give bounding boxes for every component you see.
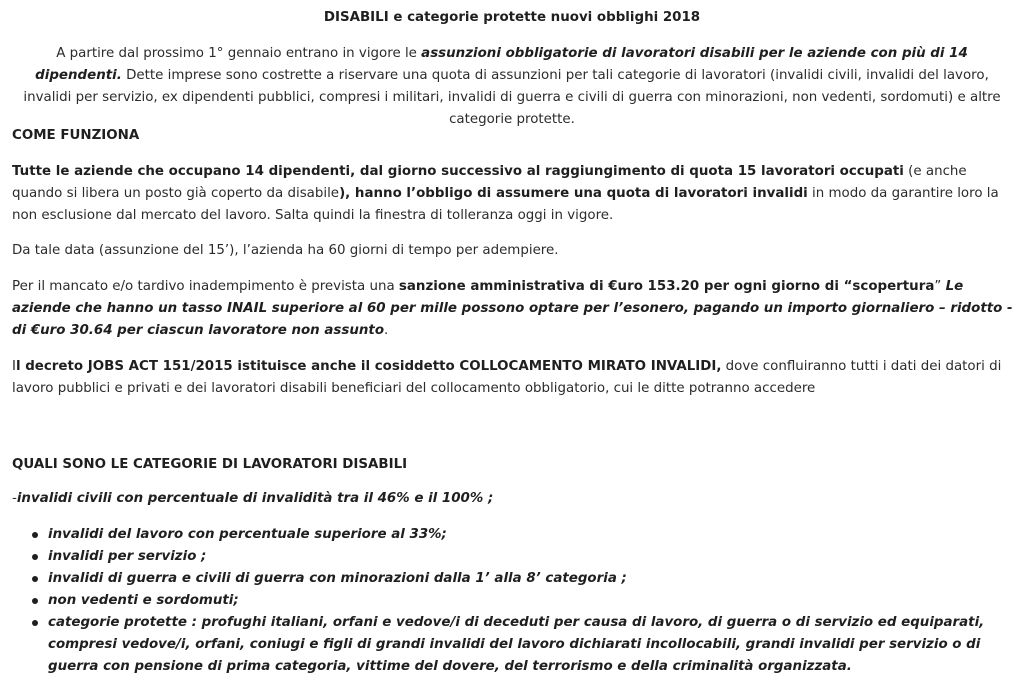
categories-list [12, 524, 1020, 678]
p3-text-d: Le aziende che hanno un tasso INAIL superiore al 60 per mille possono optare per l’esonero, pagando un importo giornaliero – ridotto - di €uro 30.64 per ciascun lavoratore non assunto [12, 279, 1013, 338]
intro-text-c: Dette imprese sono costrette a riservare una quota di assunzioni per tali categorie di lavoratori (invalidi civili, invalidi del lavoro, invalidi per servizio, ex dipendenti pubblici, compresi i militari, invalidi di guerra e civili di guerra con minorazioni, non vedenti, sordomuti) e altre categorie protette. [23, 68, 1001, 127]
p3-text-e: . [384, 323, 389, 338]
bullet-icon [32, 554, 38, 560]
p1-text-a: Tutte le aziende che occupano 14 dipendenti, dal giorno successivo al raggiungimento di quota 15 lavoratori occupati [12, 164, 904, 179]
list-item [48, 612, 1020, 678]
bullet-icon [32, 598, 38, 604]
bullet-icon [32, 620, 38, 626]
list-item [48, 546, 1020, 568]
list-item [48, 568, 1020, 590]
paragraph-obbligo [12, 161, 1020, 227]
intro-text-b: assunzioni obbligatorie di lavoratori disabili per le aziende con più di 14 dipendenti. [35, 46, 968, 83]
category-text: invalidi per servizio ; [48, 549, 207, 564]
p4-text-c: dove confluiranno tutti i dati dei datori di lavoro pubblici e privati e dei lavoratori disabili beneficiari del collocamento obbligatorio, cui le ditte potranno accedere [12, 359, 1002, 396]
category-text: invalidi di guerra e civili di guerra con minorazioni dalla 1’ alla 8’ categoria ; [48, 571, 627, 586]
p1-text-d: in modo da garantire loro la non esclusione dal mercato del lavoro. Salta quindi la finestra di tolleranza oggi in vigore. [12, 186, 999, 223]
heading-quali-text: QUALI SONO LE CATEGORIE DI LAVORATORI DISABILI [12, 457, 408, 472]
p4-text-a: I [12, 359, 16, 374]
category-text: non vedenti e sordomuti; [48, 593, 239, 608]
first-category-dash: - [12, 491, 17, 506]
intro-text-a: A partire dal prossimo 1° gennaio entrano in vigore le [56, 46, 422, 61]
intro-paragraph [12, 43, 1012, 131]
paragraph-tempi [12, 240, 1012, 262]
p2-text: Da tale data (assunzione del 15’), l’azienda ha 60 giorni di tempo per adempiere. [12, 243, 559, 258]
paragraph-sanzione [12, 276, 1020, 342]
title-text: DISABILI e categorie protette nuovi obblighi 2018 [323, 10, 701, 25]
category-text: invalidi del lavoro con percentuale superiore al 33%; [48, 527, 447, 542]
category-invalidi-civili [12, 488, 493, 510]
list-item [48, 590, 1020, 612]
p4-text-b: l decreto JOBS ACT 151/2015 istituisce anche il cosiddetto COLLOCAMENTO MIRATO INVALIDI, [15, 359, 722, 374]
p3-text-b: sanzione amministrativa di €uro 153.20 per ogni giorno di “scopertura [398, 279, 935, 294]
p3-text-c: ” [934, 279, 946, 294]
first-category-text: invalidi civili con percentuale di invalidità tra il 46% e il 100% ; [16, 491, 494, 506]
bullet-icon [32, 532, 38, 538]
paragraph-jobs-act [12, 356, 1012, 400]
list-item [48, 524, 1020, 546]
bullet-icon [32, 576, 38, 582]
heading-categorie [12, 454, 407, 476]
heading-come-text: COME FUNZIONA [12, 128, 140, 143]
p1-text-c: ), hanno l’obbligo di assumere una quota di lavoratori invalidi [339, 186, 808, 201]
document-title [0, 7, 1024, 29]
heading-come-funziona [12, 125, 139, 147]
p1-text-b: (e anche quando si libera un posto già coperto da disabile [12, 164, 967, 201]
p3-text-a: Per il mancato e/o tardivo inadempimento è prevista una [12, 279, 399, 294]
category-text: categorie protette : profughi italiani, orfani e vedove/i di deceduti per causa di lavoro, di guerra o di servizio ed equiparati, compresi vedove/i, orfani, coniugi e figli di grandi invalidi del lavoro dichiarati incollocabili, grandi invalidi per servizio o di guerra con pensione di prima categoria, vittime del dovere, del terrorismo e della criminalità organizzata. [48, 615, 985, 674]
